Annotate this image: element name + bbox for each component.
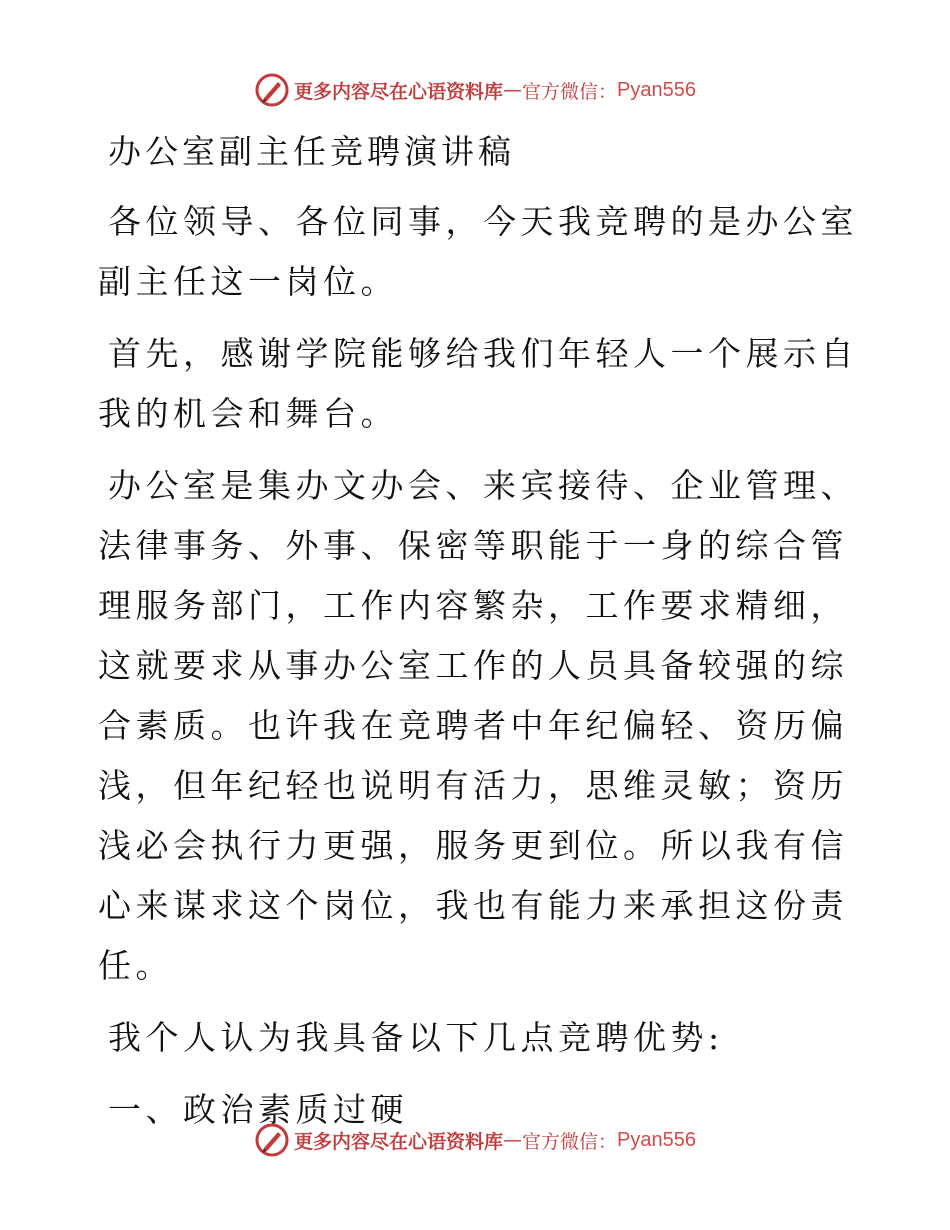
document-title: 办公室副主任竞聘演讲稿 <box>108 132 515 171</box>
watermark-dash: — <box>503 79 523 101</box>
pen-logo-icon <box>254 1122 290 1158</box>
watermark-id: Pyan556 <box>617 1128 696 1151</box>
watermark-label: 官方微信： <box>522 1130 618 1153</box>
document-body <box>98 118 858 1140</box>
watermark-footer <box>0 1118 950 1162</box>
watermark-id: Pyan556 <box>617 78 696 101</box>
section-heading: 一、政治素质过硬 <box>108 1090 408 1129</box>
watermark-header <box>0 68 950 112</box>
watermark-text: 更多内容尽在心语资料库 <box>294 1130 504 1153</box>
paragraph-advantages-intro: 我个人认为我具备以下几点竞聘优势: <box>108 1018 724 1057</box>
watermark-dash: — <box>503 1129 523 1151</box>
watermark-label: 官方微信： <box>522 80 618 103</box>
paragraph-greeting: 各位领导、各位同事，今天我竞聘的是办公室副主任这一岗位。 <box>98 202 858 301</box>
watermark-text: 更多内容尽在心语资料库 <box>294 80 504 103</box>
paragraph-thanks: 首先，感谢学院能够给我们年轻人一个展示自我的机会和舞台。 <box>98 334 858 433</box>
paragraph-office-description: 办公室是集办文办会、来宾接待、企业管理、法律事务、外事、保密等职能于一身的综合管理服务部门，工作内容繁杂，工作要求精细，这就要求从事办公室工作的人员具备较强的综合素质。也许我在竞聘者中年纪偏轻、资历偏浅，但年纪轻也说明有活力，思维灵敏；资历浅必会执行力更强，服务更到位。所以我有信心来谋求这个岗位，我也有能力来承担这份责任。 <box>98 466 858 985</box>
pen-logo-icon <box>254 72 290 108</box>
